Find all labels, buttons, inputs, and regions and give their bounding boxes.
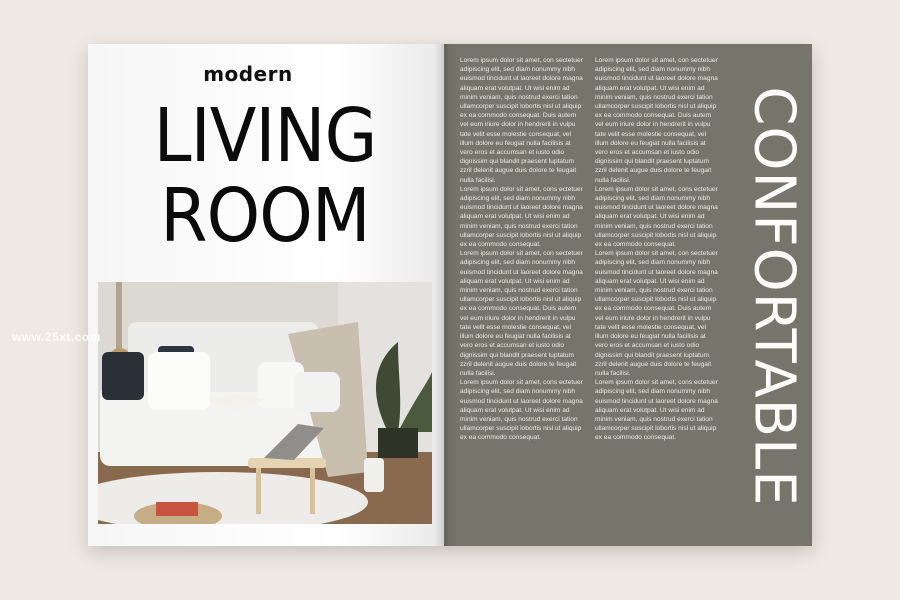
- magazine-spread: [88, 44, 812, 546]
- paragraph: Lorem ipsum dolor sit amet, cons ectetuer adipiscing elit, sed diam nonummy nibh euismod tincidunt ut laoreet dolore magna aliquam erat volutpat. Ut wisi enim ad minim veniam, quis nostrud exerci tation ullamcorper suscipit lobortis nisl ut aliquip ex ea commodo consequat.: [595, 379, 718, 442]
- left-page: [88, 44, 444, 546]
- headline-line-1: LIVING: [153, 93, 377, 179]
- text-column-left: [460, 56, 583, 536]
- paragraph: Lorem ipsum dolor sit amet, con sectetuer adipiscing elit, sed diam nonummy nibh euismod tincidunt ut laoreet dolore magna aliquam erat volutpat. Ut wisi enim ad minim veniam, quis nostrud exerci tation ullamcorper suscipit lobortis nisl ut aliquip ex ea commodo consequat. Duis autem vel eum iriure dolor in hendrerit in vulpu tate velit esse molestie consequat, vel illum dolore eu feugiat nulla facilisis at vero eros et accumsan et iusto odio dignissim qui blandit praesent luptatum zzril delenit augue duis dolore te feugait nulla facilisi.: [460, 57, 583, 184]
- kicker-text: modern: [203, 62, 293, 86]
- page-headline: [113, 93, 417, 259]
- body-text-columns: [460, 56, 718, 536]
- living-room-photo: [98, 282, 432, 524]
- vertical-title: [741, 58, 807, 534]
- paragraph: Lorem ipsum dolor sit amet, cons ectetuer adipiscing elit, sed diam nonummy nibh euismod tincidunt ut laoreet dolore magna aliquam erat volutpat. Ut wisi enim ad minim veniam, quis nostrud exerci tation ullamcorper suscipit lobortis nisl ut aliquip ex ea commodo consequat.: [595, 185, 718, 249]
- paragraph: Lorem ipsum dolor sit amet, con sectetuer adipiscing elit, sed diam nonummy nibh euismod tincidunt ut laoreet dolore magna aliquam erat volutpat. Ut wisi enim ad minim veniam, quis nostrud exerci tation ullamcorper suscipit lobortis nisl ut aliquip ex ea commodo consequat. Duis autem vel eum iriure dolor in hendrerit in vulpu tate velit esse molestie consequat, vel illum dolore eu feugiat nulla facilisis at vero eros et accumsan et iusto odio dignissim qui blandit praesent luptatum zzril delenit augue duis dolore te feugait nulla facilisi.: [595, 57, 718, 184]
- paragraph: Lorem ipsum dolor sit amet, cons ectetuer adipiscing elit, sed diam nonummy nibh euismod tincidunt ut laoreet dolore magna aliquam erat volutpat. Ut wisi enim ad minim veniam, quis nostrud exerci tation ullamcorper suscipit lobortis nisl ut aliquip ex ea commodo consequat.: [460, 185, 583, 249]
- right-page: [444, 44, 812, 546]
- text-column-right: [595, 56, 718, 536]
- vertical-title-text: CONFORTABLE: [741, 85, 807, 507]
- headline-line-2: ROOM: [160, 173, 370, 259]
- paragraph: Lorem ipsum dolor sit amet, con sectetuer adipiscing elit, sed diam nonummy nibh euismod tincidunt ut laoreet dolore magna aliquam erat volutpat. Ut wisi enim ad minim veniam, quis nostrud exerci tation ullamcorper suscipit lobortis nisl ut aliquip ex ea commodo consequat. Duis autem vel eum iriure dolor in hendrerit in vulpu tate velit esse molestie consequat, vel illum dolore eu feugiat nulla facilisis at vero eros et accumsan et iusto odio dignissim qui blandit praesent luptatum zzril delenit augue duis dolore te feugait nulla facilisi.: [460, 250, 583, 377]
- paragraph: Lorem ipsum dolor sit amet, cons ectetuer adipiscing elit, sed diam nonummy nibh euismod tincidunt ut laoreet dolore magna aliquam erat volutpat. Ut wisi enim ad minim veniam, quis nostrud exerci tation ullamcorper suscipit lobortis nisl ut aliquip ex ea commodo consequat.: [460, 379, 583, 442]
- watermark-text: www.25xt.com: [12, 330, 101, 344]
- paragraph: Lorem ipsum dolor sit amet, con sectetuer adipiscing elit, sed diam nonummy nibh euismod tincidunt ut laoreet dolore magna aliquam erat volutpat. Ut wisi enim ad minim veniam, quis nostrud exerci tation ullamcorper suscipit lobortis nisl ut aliquip ex ea commodo consequat. Duis autem vel eum iriure dolor in hendrerit in vulpu tate velit esse molestie consequat, vel illum dolore eu feugiat nulla facilisis at vero eros et accumsan et iusto odio dignissim qui blandit praesent luptatum zzril delenit augue duis dolore te feugait nulla facilisi.: [595, 250, 718, 377]
